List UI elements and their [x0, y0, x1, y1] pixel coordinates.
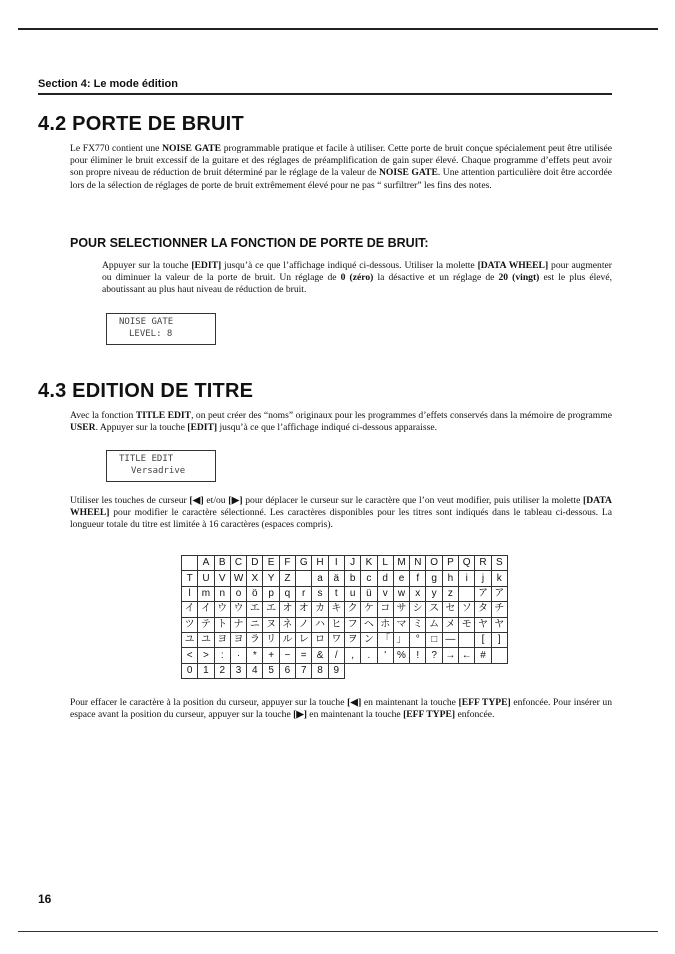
- character-cell: 5: [263, 663, 279, 678]
- character-cell: ケ: [361, 602, 377, 617]
- character-cell: ホ: [377, 617, 393, 632]
- character-cell: イ: [182, 602, 198, 617]
- character-cell: ?: [426, 648, 442, 663]
- character-cell: +: [263, 648, 279, 663]
- character-cell: L: [377, 556, 393, 571]
- character-cell: 1: [198, 663, 214, 678]
- text-run: Avec la fonction: [70, 410, 136, 421]
- character-cell: a: [312, 571, 328, 586]
- character-cell: [: [475, 632, 491, 647]
- text-run: programmable pratique et facile à utiliser. Cette porte de bruit conçue spécialement peut être utilisée pour éliminer le bruit excessif de la guitare et des réglages de préamplification de gain super élevé. Chaque programme d’effets peut avoir son propre niveau de réduction de bruit déterminé par le réglage de la valeur de: [70, 143, 613, 179]
- character-cell: q: [279, 586, 295, 601]
- character-cell: ウ: [214, 602, 230, 617]
- character-cell: %: [393, 648, 409, 663]
- character-cell: ナ: [230, 617, 246, 632]
- character-cell: U: [198, 571, 214, 586]
- character-cell: >: [198, 648, 214, 663]
- character-cell: H: [312, 556, 328, 571]
- character-cell: B: [214, 556, 230, 571]
- text-run: jusqu’à ce que l’affichage indiqué ci-dessous. Utiliser la molette: [221, 260, 478, 271]
- character-cell: v: [377, 586, 393, 601]
- character-cell: ü: [361, 586, 377, 601]
- character-cell: ア: [491, 586, 507, 601]
- character-cell: V: [214, 571, 230, 586]
- text-run: [◀]: [189, 495, 204, 506]
- character-cell: &: [312, 648, 328, 663]
- character-cell: ]: [491, 632, 507, 647]
- character-cell: =: [296, 648, 312, 663]
- character-cell: K: [361, 556, 377, 571]
- character-cell: イ: [198, 602, 214, 617]
- character-cell: y: [426, 586, 442, 601]
- character-table: [181, 555, 508, 679]
- text-run: [▶]: [228, 495, 243, 506]
- character-cell: メ: [442, 617, 458, 632]
- character-cell: 7: [296, 663, 312, 678]
- character-row: [182, 556, 508, 571]
- noise-gate-intro: [70, 143, 612, 192]
- text-run: et/ou: [203, 495, 229, 506]
- text-run: . Une attention particulière doit être accordée lors de la sélection de réglages de porte de bruit extrêmement élevé pour ne pas “ surfiltrer” les fins des notes.: [70, 167, 613, 191]
- text-run: NOISE GATE: [162, 143, 222, 154]
- character-cell: フ: [344, 617, 360, 632]
- character-cell: エ: [247, 602, 263, 617]
- character-cell: 2: [214, 663, 230, 678]
- character-cell: J: [344, 556, 360, 571]
- character-row: [182, 617, 508, 632]
- character-cell: °: [410, 632, 426, 647]
- character-cell: ヌ: [263, 617, 279, 632]
- heading-noise-gate: 4.2 PORTE DE BRUIT: [38, 113, 244, 135]
- character-cell: ヒ: [328, 617, 344, 632]
- character-cell: カ: [312, 602, 328, 617]
- character-cell: h: [442, 571, 458, 586]
- character-cell: <: [182, 648, 198, 663]
- cursor-instructions: [70, 495, 612, 532]
- character-cell: シ: [410, 602, 426, 617]
- character-cell: タ: [475, 602, 491, 617]
- character-cell: !: [410, 648, 426, 663]
- character-cell: d: [377, 571, 393, 586]
- character-cell: g: [426, 571, 442, 586]
- character-cell: モ: [459, 617, 475, 632]
- character-cell: □: [426, 632, 442, 647]
- text-run: [EDIT]: [187, 422, 218, 434]
- character-cell: n: [214, 586, 230, 601]
- character-cell: エ: [263, 602, 279, 617]
- character-cell: オ: [279, 602, 295, 617]
- character-cell: D: [247, 556, 263, 571]
- character-cell: ノ: [296, 617, 312, 632]
- text-run: NOISE GATE: [379, 167, 438, 179]
- character-cell: ト: [214, 617, 230, 632]
- character-cell: ←: [459, 648, 475, 663]
- text-run: [▶]: [293, 709, 307, 721]
- lcd-line-2: Versadrive: [131, 466, 186, 476]
- lcd-line-2: LEVEL: 8: [129, 329, 173, 339]
- character-cell: C: [230, 556, 246, 571]
- text-run: 20 (vingt): [498, 272, 540, 284]
- character-cell: Z: [279, 571, 295, 586]
- character-cell: k: [491, 571, 507, 586]
- character-cell: [182, 556, 198, 571]
- character-cell: ロ: [312, 632, 328, 647]
- section-rule: [38, 93, 612, 95]
- character-cell: u: [344, 586, 360, 601]
- heading-title-edit: 4.3 EDITION DE TITRE: [38, 380, 254, 402]
- text-run: en maintenant la touche: [361, 697, 459, 708]
- character-cell: ヲ: [344, 632, 360, 647]
- character-cell: ユ: [182, 632, 198, 647]
- character-cell: ハ: [312, 617, 328, 632]
- character-cell: [296, 571, 312, 586]
- character-cell: ヤ: [475, 617, 491, 632]
- title-edit-intro: [70, 410, 612, 434]
- text-run: la désactive et un réglage de: [373, 272, 499, 284]
- character-cell: *: [247, 648, 263, 663]
- character-cell: ソ: [459, 602, 475, 617]
- lcd-display-title-edit: [106, 450, 216, 482]
- character-cell: コ: [377, 602, 393, 617]
- top-rule: [18, 28, 658, 30]
- text-run: . Appuyer sur la touche: [95, 422, 188, 434]
- lcd-line-1: TITLE EDIT: [119, 454, 174, 464]
- noise-gate-instructions: [102, 260, 612, 297]
- character-cell: キ: [328, 602, 344, 617]
- text-run: [DATA WHEEL]: [70, 495, 612, 519]
- character-cell: A: [198, 556, 214, 571]
- character-cell: m: [198, 586, 214, 601]
- character-cell: ツ: [182, 617, 198, 632]
- character-cell: e: [393, 571, 409, 586]
- character-cell: R: [475, 556, 491, 571]
- character-cell: ,: [344, 648, 360, 663]
- text-run: jusqu’à ce que l’affichage indiqué ci-dessous apparaisse.: [217, 422, 437, 434]
- character-cell: l: [182, 586, 198, 601]
- lcd-line-1: NOISE GATE: [119, 317, 174, 327]
- text-run: pour augmenter ou diminuer la valeur de la porte de bruit. Un réglage de: [102, 260, 612, 284]
- text-run: est le plus élevé, aboutissant au plus haut niveau de réduction de bruit.: [102, 272, 612, 296]
- character-cell: ク: [344, 602, 360, 617]
- character-cell: 9: [328, 663, 344, 678]
- character-row: [182, 648, 508, 663]
- text-run: , on peut créer des “noms” originaux pour les programmes d’effets conservés dans la mémoire de programme: [191, 410, 612, 421]
- text-run: TITLE EDIT: [135, 410, 192, 421]
- character-cell: o: [230, 586, 246, 601]
- character-cell: ': [377, 648, 393, 663]
- bottom-rule: [18, 931, 658, 932]
- character-cell: I: [328, 556, 344, 571]
- character-cell: ヘ: [361, 617, 377, 632]
- character-cell: ニ: [247, 617, 263, 632]
- character-cell: .: [361, 648, 377, 663]
- character-cell: S: [491, 556, 507, 571]
- character-cell: #: [475, 648, 491, 663]
- character-cell: 8: [312, 663, 328, 678]
- character-cell: レ: [296, 632, 312, 647]
- text-run: pour déplacer le curseur sur le caractère que l’on veut modifier, puis utiliser la molette: [242, 495, 584, 506]
- character-cell: [459, 632, 475, 647]
- character-cell: サ: [393, 602, 409, 617]
- character-cell: →: [442, 648, 458, 663]
- character-cell: Y: [263, 571, 279, 586]
- character-cell: P: [442, 556, 458, 571]
- character-cell: Q: [459, 556, 475, 571]
- character-cell: ヨ: [230, 632, 246, 647]
- character-row: [182, 632, 508, 647]
- character-cell: f: [410, 571, 426, 586]
- character-cell: O: [426, 556, 442, 571]
- character-cell: 」: [393, 632, 409, 647]
- character-cell: 6: [279, 663, 295, 678]
- character-cell: t: [328, 586, 344, 601]
- text-run: Pour effacer le caractère à la position du curseur, appuyer sur la touche: [70, 697, 348, 708]
- character-row: [182, 571, 508, 586]
- character-cell: W: [230, 571, 246, 586]
- character-cell: w: [393, 586, 409, 601]
- character-cell: ア: [475, 586, 491, 601]
- text-run: [EDIT]: [191, 260, 222, 271]
- character-cell: T: [182, 571, 198, 586]
- text-run: [DATA WHEEL]: [477, 260, 549, 271]
- character-row: [182, 602, 508, 617]
- text-run: en maintenant la touche: [306, 709, 404, 721]
- character-cell: —: [442, 632, 458, 647]
- text-run: enfoncée. Pour insérer un espace avant la position du curseur, appuyer sur la touche: [70, 697, 612, 721]
- text-run: Le FX770 contient une: [70, 143, 163, 154]
- text-run: USER: [70, 422, 96, 434]
- character-cell: マ: [393, 617, 409, 632]
- character-cell: 3: [230, 663, 246, 678]
- character-cell: c: [361, 571, 377, 586]
- character-cell: ö: [247, 586, 263, 601]
- character-cell: M: [393, 556, 409, 571]
- character-row: [182, 663, 508, 678]
- character-cell: テ: [198, 617, 214, 632]
- page-number: 16: [38, 892, 52, 906]
- character-cell: p: [263, 586, 279, 601]
- character-cell: i: [459, 571, 475, 586]
- character-cell: 4: [247, 663, 263, 678]
- character-cell: セ: [442, 602, 458, 617]
- character-cell: j: [475, 571, 491, 586]
- character-cell: r: [296, 586, 312, 601]
- character-cell: オ: [296, 602, 312, 617]
- character-cell: 0: [182, 663, 198, 678]
- character-cell: チ: [491, 602, 507, 617]
- character-cell: E: [263, 556, 279, 571]
- delete-insert-instructions: [70, 697, 612, 721]
- character-cell: s: [312, 586, 328, 601]
- character-cell: ネ: [279, 617, 295, 632]
- character-cell: ヨ: [214, 632, 230, 647]
- character-cell: ル: [279, 632, 295, 647]
- character-cell: ウ: [230, 602, 246, 617]
- character-cell: ミ: [410, 617, 426, 632]
- subheading-select-noise-gate: POUR SELECTIONNER LA FONCTION DE PORTE DE BRUIT:: [70, 236, 429, 250]
- text-run: [EFF TYPE]: [403, 709, 456, 721]
- character-cell: N: [410, 556, 426, 571]
- text-run: Utiliser les touches de curseur: [70, 495, 190, 506]
- character-cell: リ: [263, 632, 279, 647]
- character-cell: −: [279, 648, 295, 663]
- character-cell: ユ: [198, 632, 214, 647]
- character-cell: G: [296, 556, 312, 571]
- character-cell: ·: [230, 648, 246, 663]
- text-run: [EFF TYPE]: [458, 697, 511, 708]
- character-cell: ン: [361, 632, 377, 647]
- section-label: Section 4: Le mode édition: [38, 78, 178, 90]
- character-cell: ワ: [328, 632, 344, 647]
- text-run: 0 (zéro): [340, 272, 374, 284]
- character-cell: ラ: [247, 632, 263, 647]
- character-cell: F: [279, 556, 295, 571]
- character-cell: 「: [377, 632, 393, 647]
- text-run: enfoncée.: [455, 709, 495, 721]
- character-cell: ヤ: [491, 617, 507, 632]
- character-cell: b: [344, 571, 360, 586]
- character-cell: X: [247, 571, 263, 586]
- character-cell: z: [442, 586, 458, 601]
- character-cell: ム: [426, 617, 442, 632]
- character-row: [182, 586, 508, 601]
- text-run: pour modifier le caractère sélectionné. Les caractères disponibles pour les titres sont indiqués dans le tableau ci-dessous. La longueur totale du titre est limitée à 16 caractères (espaces compris).: [70, 507, 612, 531]
- character-cell: [459, 586, 475, 601]
- character-cell: [491, 648, 507, 663]
- text-run: Appuyer sur la touche: [102, 260, 192, 271]
- character-cell: /: [328, 648, 344, 663]
- text-run: [◀]: [347, 697, 362, 708]
- character-cell: ä: [328, 571, 344, 586]
- character-cell: x: [410, 586, 426, 601]
- character-cell: :: [214, 648, 230, 663]
- lcd-display-noise-gate: [106, 313, 216, 345]
- character-cell: ス: [426, 602, 442, 617]
